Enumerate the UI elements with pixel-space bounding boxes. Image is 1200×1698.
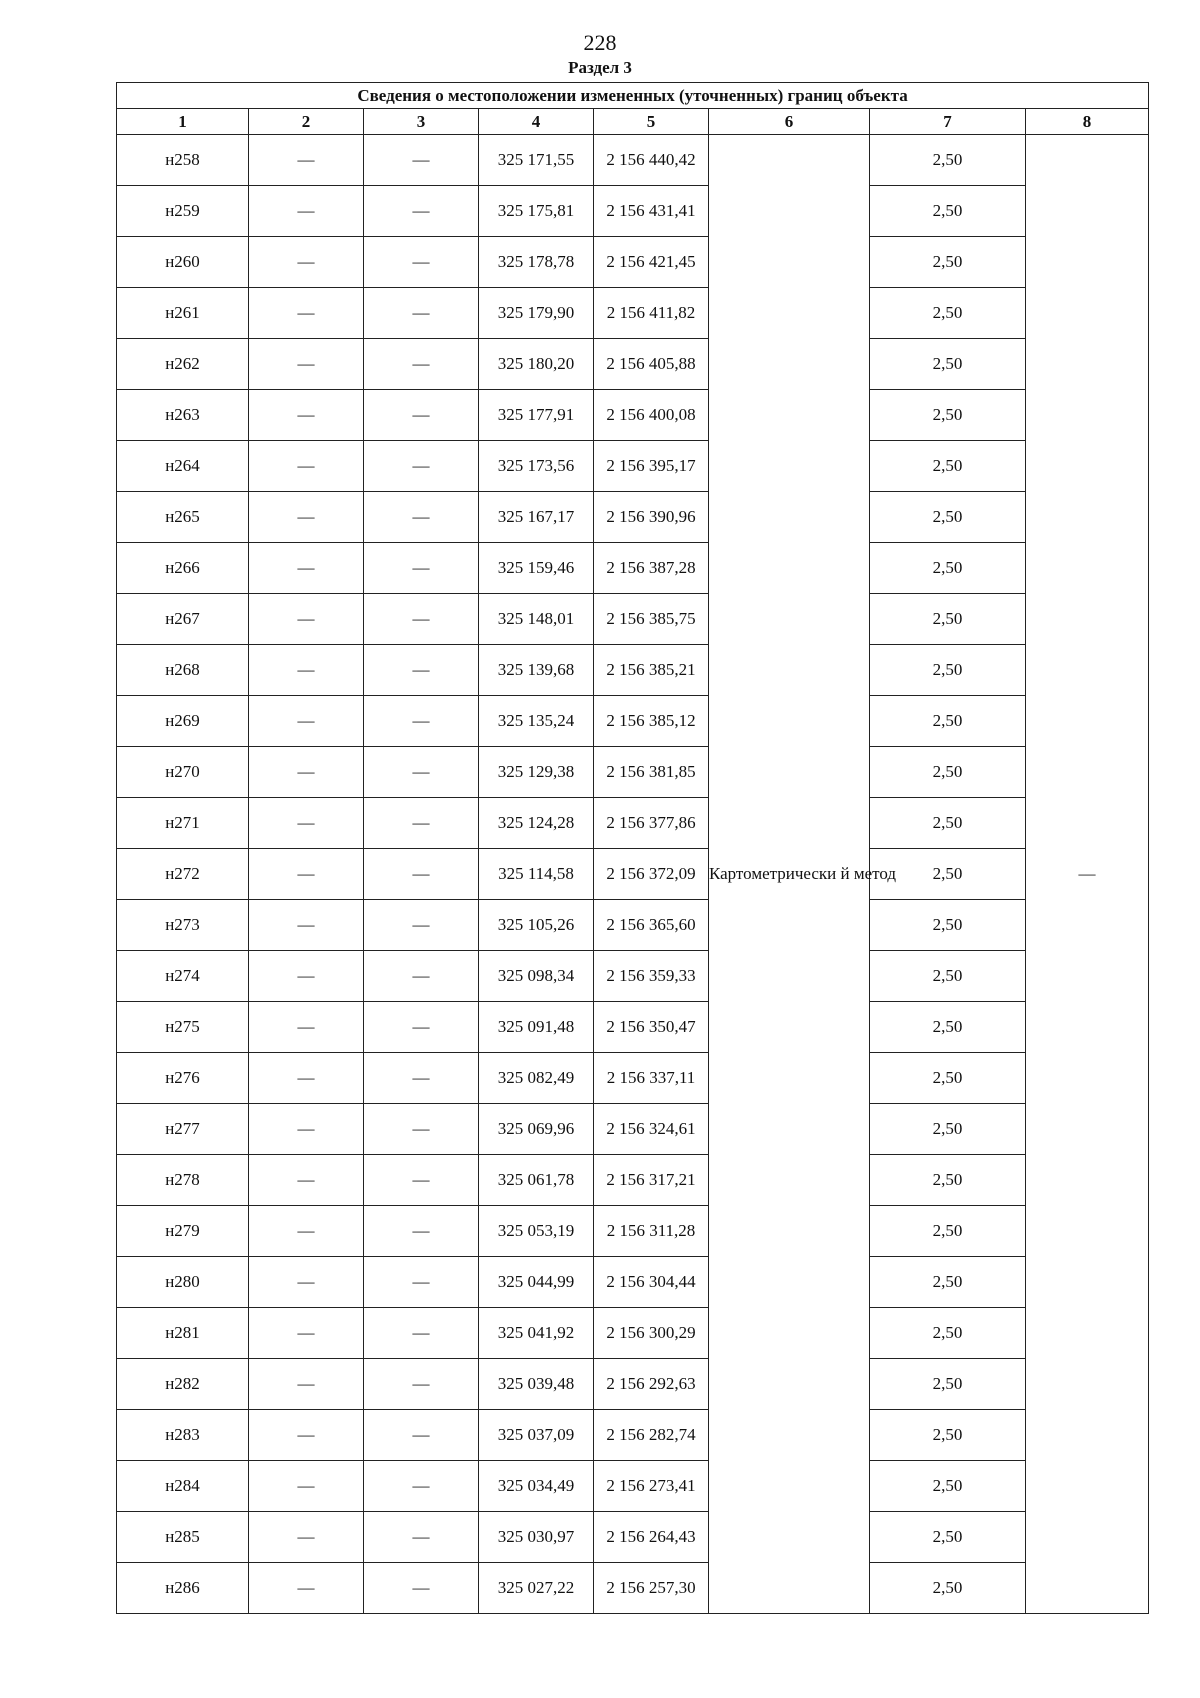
column-header: 8 bbox=[1026, 109, 1149, 135]
col2-dash-cell: — bbox=[249, 951, 364, 1002]
boundary-table bbox=[116, 82, 1149, 1614]
table-row bbox=[117, 849, 1149, 900]
accuracy-cell: 2,50 bbox=[870, 1002, 1026, 1053]
point-id-cell: н283 bbox=[117, 1410, 249, 1461]
y-coordinate-cell: 2 156 431,41 bbox=[594, 186, 709, 237]
x-coordinate-cell: 325 039,48 bbox=[479, 1359, 594, 1410]
method-cell: Картометрически й метод bbox=[709, 135, 870, 1614]
col2-dash-cell: — bbox=[249, 237, 364, 288]
y-coordinate-cell: 2 156 385,12 bbox=[594, 696, 709, 747]
x-coordinate-cell: 325 114,58 bbox=[479, 849, 594, 900]
point-id-cell: н284 bbox=[117, 1461, 249, 1512]
x-coordinate-cell: 325 180,20 bbox=[479, 339, 594, 390]
accuracy-cell: 2,50 bbox=[870, 645, 1026, 696]
y-coordinate-cell: 2 156 264,43 bbox=[594, 1512, 709, 1563]
col2-dash-cell: — bbox=[249, 1512, 364, 1563]
point-id-cell: н269 bbox=[117, 696, 249, 747]
col2-dash-cell: — bbox=[249, 543, 364, 594]
point-id-cell: н260 bbox=[117, 237, 249, 288]
y-coordinate-cell: 2 156 324,61 bbox=[594, 1104, 709, 1155]
col3-dash-cell: — bbox=[364, 1410, 479, 1461]
table-row bbox=[117, 390, 1149, 441]
table-row bbox=[117, 1053, 1149, 1104]
y-coordinate-cell: 2 156 311,28 bbox=[594, 1206, 709, 1257]
table-row bbox=[117, 1104, 1149, 1155]
y-coordinate-cell: 2 156 273,41 bbox=[594, 1461, 709, 1512]
col3-dash-cell: — bbox=[364, 288, 479, 339]
col2-dash-cell: — bbox=[249, 135, 364, 186]
y-coordinate-cell: 2 156 292,63 bbox=[594, 1359, 709, 1410]
page-number: 228 bbox=[583, 30, 617, 55]
column-header-row bbox=[117, 109, 1149, 135]
col2-dash-cell: — bbox=[249, 1359, 364, 1410]
point-id-cell: н261 bbox=[117, 288, 249, 339]
col2-dash-cell: — bbox=[249, 1104, 364, 1155]
x-coordinate-cell: 325 175,81 bbox=[479, 186, 594, 237]
table-row bbox=[117, 951, 1149, 1002]
table-row bbox=[117, 237, 1149, 288]
x-coordinate-cell: 325 061,78 bbox=[479, 1155, 594, 1206]
accuracy-cell: 2,50 bbox=[870, 1359, 1026, 1410]
point-id-cell: н274 bbox=[117, 951, 249, 1002]
accuracy-cell: 2,50 bbox=[870, 798, 1026, 849]
table-row bbox=[117, 543, 1149, 594]
point-id-cell: н272 bbox=[117, 849, 249, 900]
col2-dash-cell: — bbox=[249, 1461, 364, 1512]
col2-dash-cell: — bbox=[249, 1410, 364, 1461]
accuracy-cell: 2,50 bbox=[870, 390, 1026, 441]
col2-dash-cell: — bbox=[249, 594, 364, 645]
col3-dash-cell: — bbox=[364, 237, 479, 288]
table-row bbox=[117, 645, 1149, 696]
col3-dash-cell: — bbox=[364, 1104, 479, 1155]
x-coordinate-cell: 325 167,17 bbox=[479, 492, 594, 543]
point-id-cell: н267 bbox=[117, 594, 249, 645]
accuracy-cell: 2,50 bbox=[870, 696, 1026, 747]
col2-dash-cell: — bbox=[249, 441, 364, 492]
y-coordinate-cell: 2 156 411,82 bbox=[594, 288, 709, 339]
x-coordinate-cell: 325 148,01 bbox=[479, 594, 594, 645]
x-coordinate-cell: 325 091,48 bbox=[479, 1002, 594, 1053]
accuracy-cell: 2,50 bbox=[870, 1257, 1026, 1308]
table-title: Сведения о местоположении измененных (уточненных) границ объекта bbox=[117, 83, 1149, 109]
column-header: 6 bbox=[709, 109, 870, 135]
table-row bbox=[117, 747, 1149, 798]
x-coordinate-cell: 325 037,09 bbox=[479, 1410, 594, 1461]
accuracy-cell: 2,50 bbox=[870, 1461, 1026, 1512]
col3-dash-cell: — bbox=[364, 390, 479, 441]
point-id-cell: н280 bbox=[117, 1257, 249, 1308]
accuracy-cell: 2,50 bbox=[870, 339, 1026, 390]
x-coordinate-cell: 325 030,97 bbox=[479, 1512, 594, 1563]
col3-dash-cell: — bbox=[364, 798, 479, 849]
col2-dash-cell: — bbox=[249, 900, 364, 951]
col2-dash-cell: — bbox=[249, 1257, 364, 1308]
col3-dash-cell: — bbox=[364, 1257, 479, 1308]
x-coordinate-cell: 325 129,38 bbox=[479, 747, 594, 798]
x-coordinate-cell: 325 135,24 bbox=[479, 696, 594, 747]
table-row bbox=[117, 900, 1149, 951]
x-coordinate-cell: 325 178,78 bbox=[479, 237, 594, 288]
column-header: 5 bbox=[594, 109, 709, 135]
x-coordinate-cell: 325 069,96 bbox=[479, 1104, 594, 1155]
y-coordinate-cell: 2 156 359,33 bbox=[594, 951, 709, 1002]
x-coordinate-cell: 325 034,49 bbox=[479, 1461, 594, 1512]
y-coordinate-cell: 2 156 385,21 bbox=[594, 645, 709, 696]
x-coordinate-cell: 325 105,26 bbox=[479, 900, 594, 951]
x-coordinate-cell: 325 124,28 bbox=[479, 798, 594, 849]
y-coordinate-cell: 2 156 395,17 bbox=[594, 441, 709, 492]
accuracy-cell: 2,50 bbox=[870, 1512, 1026, 1563]
y-coordinate-cell: 2 156 365,60 bbox=[594, 900, 709, 951]
col2-dash-cell: — bbox=[249, 390, 364, 441]
table-row bbox=[117, 288, 1149, 339]
point-id-cell: н273 bbox=[117, 900, 249, 951]
col2-dash-cell: — bbox=[249, 849, 364, 900]
col2-dash-cell: — bbox=[249, 186, 364, 237]
x-coordinate-cell: 325 041,92 bbox=[479, 1308, 594, 1359]
point-id-cell: н268 bbox=[117, 645, 249, 696]
accuracy-cell: 2,50 bbox=[870, 1206, 1026, 1257]
table-row bbox=[117, 186, 1149, 237]
table-row bbox=[117, 492, 1149, 543]
y-coordinate-cell: 2 156 257,30 bbox=[594, 1563, 709, 1614]
point-id-cell: н259 bbox=[117, 186, 249, 237]
y-coordinate-cell: 2 156 440,42 bbox=[594, 135, 709, 186]
x-coordinate-cell: 325 082,49 bbox=[479, 1053, 594, 1104]
y-coordinate-cell: 2 156 282,74 bbox=[594, 1410, 709, 1461]
point-id-cell: н270 bbox=[117, 747, 249, 798]
col2-dash-cell: — bbox=[249, 645, 364, 696]
table-row bbox=[117, 594, 1149, 645]
y-coordinate-cell: 2 156 421,45 bbox=[594, 237, 709, 288]
col3-dash-cell: — bbox=[364, 1206, 479, 1257]
col3-dash-cell: — bbox=[364, 594, 479, 645]
table-row bbox=[117, 1512, 1149, 1563]
column-header: 4 bbox=[479, 109, 594, 135]
accuracy-cell: 2,50 bbox=[870, 849, 1026, 900]
y-coordinate-cell: 2 156 385,75 bbox=[594, 594, 709, 645]
point-id-cell: н264 bbox=[117, 441, 249, 492]
x-coordinate-cell: 325 044,99 bbox=[479, 1257, 594, 1308]
accuracy-cell: 2,50 bbox=[870, 237, 1026, 288]
table-row bbox=[117, 441, 1149, 492]
x-coordinate-cell: 325 171,55 bbox=[479, 135, 594, 186]
table-row bbox=[117, 696, 1149, 747]
col3-dash-cell: — bbox=[364, 1359, 479, 1410]
y-coordinate-cell: 2 156 405,88 bbox=[594, 339, 709, 390]
accuracy-cell: 2,50 bbox=[870, 1053, 1026, 1104]
accuracy-cell: 2,50 bbox=[870, 1155, 1026, 1206]
point-id-cell: н282 bbox=[117, 1359, 249, 1410]
x-coordinate-cell: 325 027,22 bbox=[479, 1563, 594, 1614]
col2-dash-cell: — bbox=[249, 747, 364, 798]
col3-dash-cell: — bbox=[364, 1308, 479, 1359]
col2-dash-cell: — bbox=[249, 1308, 364, 1359]
table-row bbox=[117, 135, 1149, 186]
col2-dash-cell: — bbox=[249, 798, 364, 849]
y-coordinate-cell: 2 156 350,47 bbox=[594, 1002, 709, 1053]
col3-dash-cell: — bbox=[364, 747, 479, 798]
col2-dash-cell: — bbox=[249, 1563, 364, 1614]
table-row bbox=[117, 1359, 1149, 1410]
point-id-cell: н276 bbox=[117, 1053, 249, 1104]
point-id-cell: н262 bbox=[117, 339, 249, 390]
col3-dash-cell: — bbox=[364, 951, 479, 1002]
col3-dash-cell: — bbox=[364, 441, 479, 492]
col2-dash-cell: — bbox=[249, 1053, 364, 1104]
col8-cell: — bbox=[1026, 135, 1149, 1614]
column-header: 7 bbox=[870, 109, 1026, 135]
x-coordinate-cell: 325 179,90 bbox=[479, 288, 594, 339]
col2-dash-cell: — bbox=[249, 1155, 364, 1206]
table-row bbox=[117, 339, 1149, 390]
col3-dash-cell: — bbox=[364, 1512, 479, 1563]
col3-dash-cell: — bbox=[364, 1053, 479, 1104]
col2-dash-cell: — bbox=[249, 288, 364, 339]
accuracy-cell: 2,50 bbox=[870, 1563, 1026, 1614]
table-row bbox=[117, 1563, 1149, 1614]
y-coordinate-cell: 2 156 387,28 bbox=[594, 543, 709, 594]
section-title: Раздел 3 bbox=[568, 58, 632, 77]
point-id-cell: н258 bbox=[117, 135, 249, 186]
accuracy-cell: 2,50 bbox=[870, 747, 1026, 798]
point-id-cell: н277 bbox=[117, 1104, 249, 1155]
table-row bbox=[117, 1206, 1149, 1257]
x-coordinate-cell: 325 177,91 bbox=[479, 390, 594, 441]
column-header: 1 bbox=[117, 109, 249, 135]
table-body bbox=[117, 135, 1149, 1614]
col2-dash-cell: — bbox=[249, 696, 364, 747]
column-header: 2 bbox=[249, 109, 364, 135]
x-coordinate-cell: 325 139,68 bbox=[479, 645, 594, 696]
accuracy-cell: 2,50 bbox=[870, 543, 1026, 594]
accuracy-cell: 2,50 bbox=[870, 594, 1026, 645]
point-id-cell: н286 bbox=[117, 1563, 249, 1614]
point-id-cell: н275 bbox=[117, 1002, 249, 1053]
col3-dash-cell: — bbox=[364, 645, 479, 696]
table-row bbox=[117, 1002, 1149, 1053]
col3-dash-cell: — bbox=[364, 1155, 479, 1206]
y-coordinate-cell: 2 156 400,08 bbox=[594, 390, 709, 441]
col3-dash-cell: — bbox=[364, 849, 479, 900]
point-id-cell: н285 bbox=[117, 1512, 249, 1563]
accuracy-cell: 2,50 bbox=[870, 1410, 1026, 1461]
accuracy-cell: 2,50 bbox=[870, 951, 1026, 1002]
col3-dash-cell: — bbox=[364, 900, 479, 951]
table-row bbox=[117, 798, 1149, 849]
point-id-cell: н265 bbox=[117, 492, 249, 543]
y-coordinate-cell: 2 156 337,11 bbox=[594, 1053, 709, 1104]
accuracy-cell: 2,50 bbox=[870, 1308, 1026, 1359]
accuracy-cell: 2,50 bbox=[870, 441, 1026, 492]
col3-dash-cell: — bbox=[364, 492, 479, 543]
point-id-cell: н279 bbox=[117, 1206, 249, 1257]
y-coordinate-cell: 2 156 372,09 bbox=[594, 849, 709, 900]
point-id-cell: н263 bbox=[117, 390, 249, 441]
y-coordinate-cell: 2 156 317,21 bbox=[594, 1155, 709, 1206]
col3-dash-cell: — bbox=[364, 543, 479, 594]
accuracy-cell: 2,50 bbox=[870, 1104, 1026, 1155]
table-row bbox=[117, 1257, 1149, 1308]
col3-dash-cell: — bbox=[364, 1002, 479, 1053]
table-row bbox=[117, 1461, 1149, 1512]
col3-dash-cell: — bbox=[364, 186, 479, 237]
accuracy-cell: 2,50 bbox=[870, 135, 1026, 186]
y-coordinate-cell: 2 156 304,44 bbox=[594, 1257, 709, 1308]
col3-dash-cell: — bbox=[364, 339, 479, 390]
col2-dash-cell: — bbox=[249, 339, 364, 390]
column-header: 3 bbox=[364, 109, 479, 135]
x-coordinate-cell: 325 053,19 bbox=[479, 1206, 594, 1257]
table-row bbox=[117, 1155, 1149, 1206]
y-coordinate-cell: 2 156 381,85 bbox=[594, 747, 709, 798]
x-coordinate-cell: 325 159,46 bbox=[479, 543, 594, 594]
col3-dash-cell: — bbox=[364, 135, 479, 186]
table-row bbox=[117, 1410, 1149, 1461]
y-coordinate-cell: 2 156 390,96 bbox=[594, 492, 709, 543]
y-coordinate-cell: 2 156 377,86 bbox=[594, 798, 709, 849]
point-id-cell: н266 bbox=[117, 543, 249, 594]
col2-dash-cell: — bbox=[249, 1002, 364, 1053]
accuracy-cell: 2,50 bbox=[870, 492, 1026, 543]
point-id-cell: н278 bbox=[117, 1155, 249, 1206]
accuracy-cell: 2,50 bbox=[870, 288, 1026, 339]
col3-dash-cell: — bbox=[364, 696, 479, 747]
col3-dash-cell: — bbox=[364, 1563, 479, 1614]
accuracy-cell: 2,50 bbox=[870, 186, 1026, 237]
col3-dash-cell: — bbox=[364, 1461, 479, 1512]
y-coordinate-cell: 2 156 300,29 bbox=[594, 1308, 709, 1359]
point-id-cell: н281 bbox=[117, 1308, 249, 1359]
col2-dash-cell: — bbox=[249, 492, 364, 543]
x-coordinate-cell: 325 098,34 bbox=[479, 951, 594, 1002]
x-coordinate-cell: 325 173,56 bbox=[479, 441, 594, 492]
col2-dash-cell: — bbox=[249, 1206, 364, 1257]
point-id-cell: н271 bbox=[117, 798, 249, 849]
accuracy-cell: 2,50 bbox=[870, 900, 1026, 951]
table-row bbox=[117, 1308, 1149, 1359]
